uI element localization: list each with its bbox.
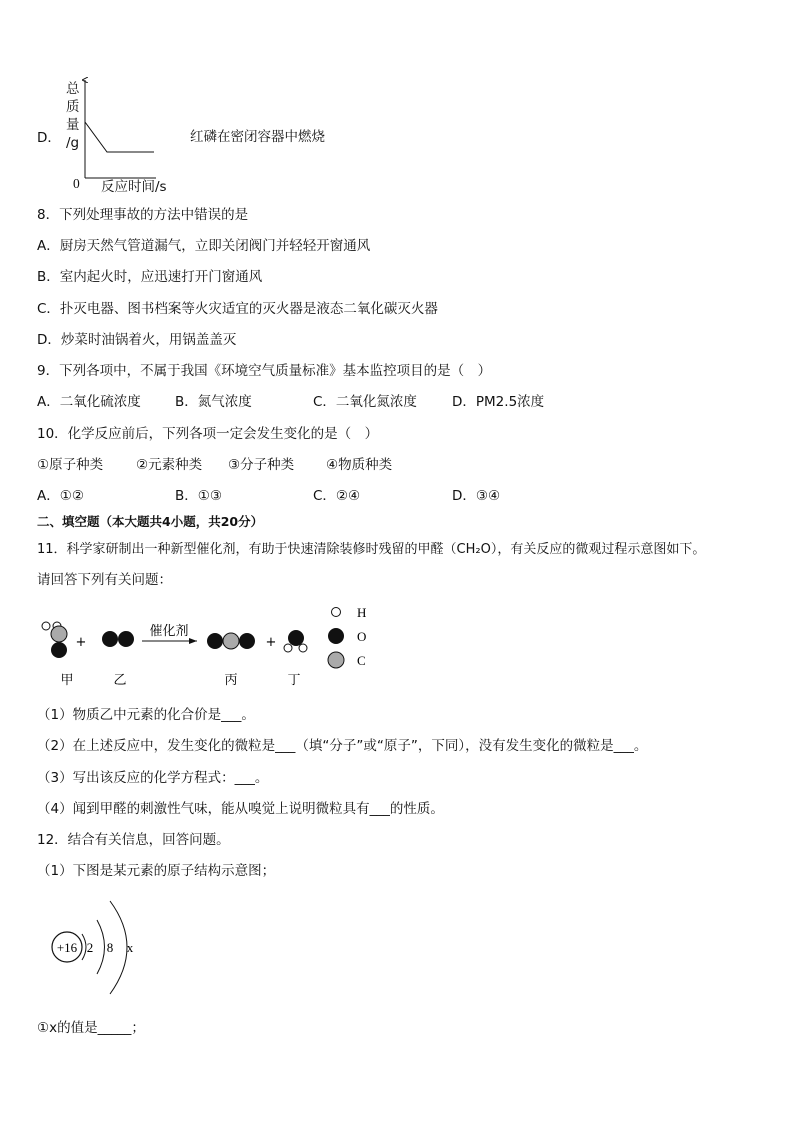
q9-option-b: B．氮气浓度: [175, 394, 252, 410]
y-axis-label-3: 量: [66, 117, 80, 133]
q10-item-1: ①原子种类: [37, 457, 104, 473]
plus-sign-2: +: [265, 635, 277, 650]
q10-option-a: A．①②: [37, 488, 84, 504]
q9-option-a: A．二氧化硫浓度: [37, 394, 141, 410]
atomic-structure-diagram: [46, 898, 156, 1002]
y-axis-label-1: 总: [66, 81, 80, 97]
nucleus-charge: +16: [56, 940, 78, 955]
y-axis-label-4: /g: [66, 135, 80, 151]
q10-item-2: ②元素种类: [136, 457, 203, 473]
shell-arc-2: [97, 920, 105, 974]
q11-sub-3: （3）写出该反应的化学方程式：___。: [37, 770, 269, 786]
shell-1-electrons: 2: [86, 940, 94, 955]
q9-stem: 9．下列各项中，不属于我国《环境空气质量标准》基本监控项目的是（ ）: [37, 363, 492, 379]
oxygen-atom-symbol: [328, 628, 344, 644]
q8-option-b: B．室内起火时，应迅速打开门窗通风: [37, 269, 263, 285]
legend-o: O: [357, 629, 367, 644]
mass-curve: [85, 122, 154, 152]
q8-option-d: D．炒菜时油锅着火，用锅盖盖灭: [37, 332, 237, 348]
section-heading: 二、填空题（本大题共4小题，共20分）: [37, 514, 264, 529]
q9-option-d: D．PM2.5浓度: [452, 394, 545, 410]
name-yi: 乙: [113, 673, 127, 688]
molecule-bing: [207, 633, 255, 649]
q10-stem: 10．化学反应前后，下列各项一定会发生变化的是（ ）: [37, 426, 379, 442]
shell-2-electrons: 8: [106, 940, 114, 955]
q12-blank-1: ①x的值是_____；: [37, 1020, 145, 1036]
q8-option-a: A．厨房天然气管道漏气，立即关闭阀门并轻轻开窗通风: [37, 238, 371, 254]
q12-sub-1: （1）下图是某元素的原子结构示意图；: [37, 863, 276, 879]
q8-stem: 8．下列处理事故的方法中错误的是: [37, 207, 249, 223]
q10-item-3: ③分子种类: [228, 457, 295, 473]
catalyst-label: 催化剂: [149, 624, 189, 639]
name-jia: 甲: [60, 673, 74, 688]
mass-time-graph: [80, 76, 160, 182]
carbon-atom-symbol: [328, 652, 344, 668]
shell-3-electrons: x: [126, 940, 134, 955]
graph-caption: 红磷在密闭容器中燃烧: [190, 129, 325, 145]
q11-stem-line1: 11．科学家研制出一种新型催化剂，有助于快速清除装修时残留的甲醛（CH₂O），有关反应的微观过程示意图如下。: [37, 542, 706, 557]
name-bing: 丙: [224, 673, 238, 688]
x-axis-label: 反应时间/s: [101, 179, 167, 195]
molecule-ding: [284, 630, 307, 652]
reaction-diagram: [30, 602, 390, 692]
q11-sub-2: （2）在上述反应中，发生变化的微粒是___（填“分子”或“原子”，下同），没有发生变化的微粒是___。: [37, 738, 648, 754]
name-ding: 丁: [287, 673, 301, 688]
q11-sub-4: （4）闻到甲醛的刺激性气味，能从嗅觉上说明微粒具有___的性质。: [37, 801, 444, 817]
q10-option-d: D．③④: [452, 488, 501, 504]
legend-h: H: [357, 605, 367, 620]
molecule-jia: [42, 622, 67, 658]
molecule-yi: [102, 631, 134, 647]
q10-item-4: ④物质种类: [326, 457, 393, 473]
q8-option-c: C．扑灭电器、图书档案等火灾适宜的灭火器是液态二氧化碳灭火器: [37, 301, 438, 317]
q12-stem: 12．结合有关信息，回答问题。: [37, 832, 230, 848]
q11-stem-line2: 请回答下列有关问题：: [37, 572, 172, 588]
legend-c: C: [357, 653, 366, 668]
hydrogen-atom-symbol: [332, 608, 341, 617]
plus-sign-1: +: [75, 635, 87, 650]
q10-option-c: C．②④: [313, 488, 361, 504]
q11-sub-1: （1）物质乙中元素的化合价是___。: [37, 707, 255, 723]
q10-option-b: B．①③: [175, 488, 222, 504]
graph-origin: 0: [73, 176, 80, 191]
q9-option-c: C．二氧化氮浓度: [313, 394, 417, 410]
atom-legend: [328, 605, 366, 668]
option-label: D．: [37, 130, 61, 146]
y-axis-label-2: 质: [66, 99, 80, 115]
